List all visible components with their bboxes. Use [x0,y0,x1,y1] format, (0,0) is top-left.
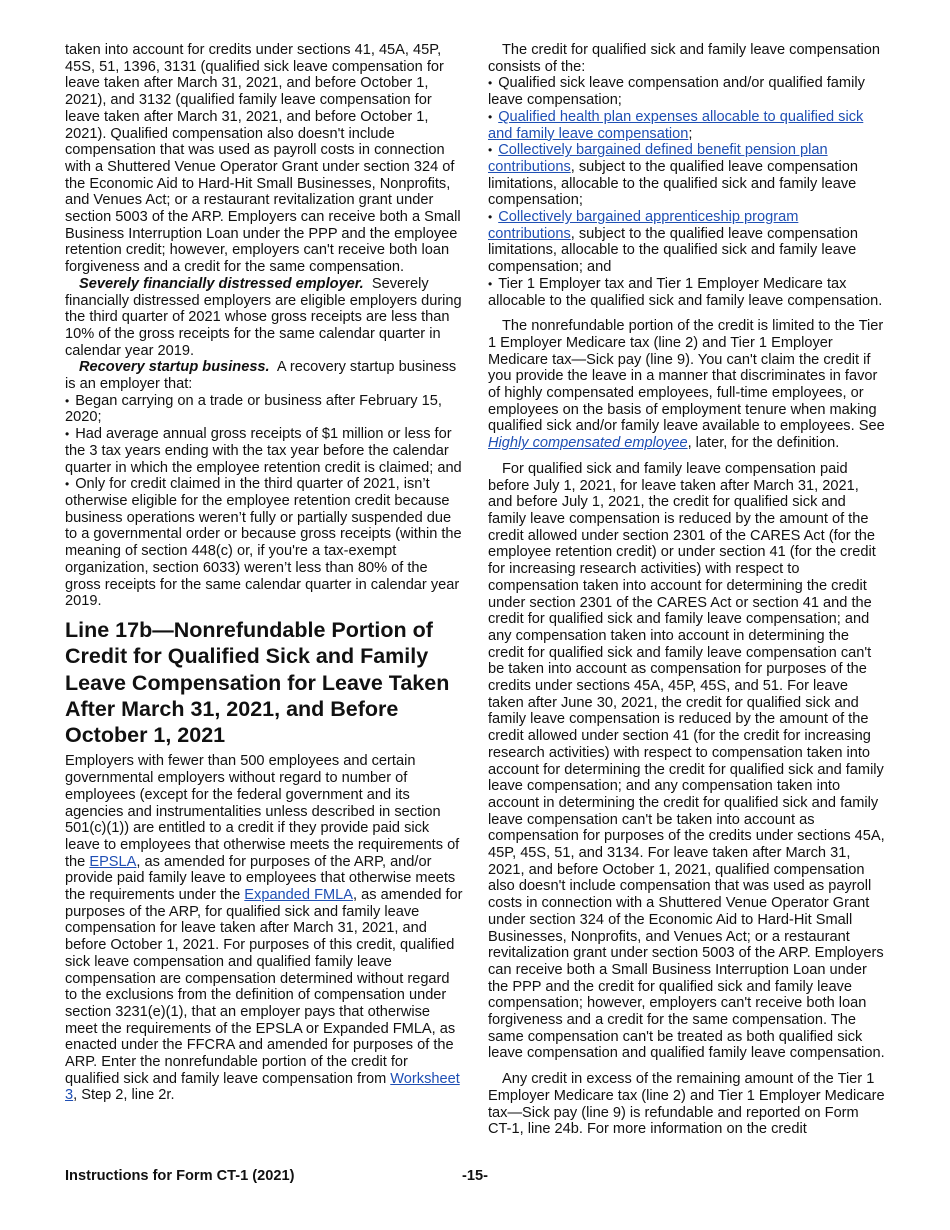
list-item [488,142,886,209]
text-segment: The nonrefundable portion of the credit is limited to the Tier 1 Employer Medicare tax (line 2) and Tier 1 Employer Medicare tax—Sick pay (line 9). You can't claim the credit if you provide the leave in a manner that discriminates in favor of highly compensated employees, full-time employees, or employees on the basis of employment tenure when making qualified sick and/or family leave available to employees. See [488,318,885,435]
paragraph-refundable-excess: Any credit in excess of the remaining amount of the Tier 1 Employer Medicare tax (line 2) and Tier 1 Employer Medicare tax—Sick pay (line 9) is refundable and reported on Form CT-1, line 24b. For more information on the credit [488,1071,885,1138]
list-item [488,109,886,142]
paragraph-recovery-startup [65,359,463,392]
paragraph-qualified-compensation-continued: taken into account for credits under sections 41, 45A, 45P, 45S, 51, 1396, 3131 (qualified sick leave compensation for leave taken after March 31, 2021, and before October 1, 2021), and 3132 (qualified family leave compensation for leave taken after March 31, 2021, and before October 1, 2021). Qualified compensation also doesn't include compensation that was used as payroll costs in connection with a Shuttered Venue Operator Grant under section 324 of the Economic Aid to Hard-Hit Small Businesses, Nonprofits, and Venues Act; or a restaurant revitalization grant under section 5003 of the ARP. Employers can receive both a Small Business Interruption Loan under the PPP and the employee retention credit; however, employers can't receive both loan forgiveness and a credit for the same compensation. [65,42,461,276]
list-item: • Began carrying on a trade or business after February 15, 2020; [65,393,463,426]
term-recovery-startup: Recovery startup business. [79,359,270,376]
text-segment: , as amended for purposes of the ARP, and/or provide paid family leave to employees that otherwise meets the requirements under the [65,853,456,904]
list-item: • Had average annual gross receipts of $1 million or less for the 3 tax years ending with the tax year before the calendar quarter in which the employee retention credit is claimed; and [65,426,463,476]
right-column [488,42,886,1138]
text-recovery-startup: A recovery startup business is an employer that: [65,359,457,393]
paragraph-credit-consists: The credit for qualified sick and family leave compensation consists of the: [488,42,881,75]
list-item: • Only for credit claimed in the third quarter of 2021, isn’t otherwise eligible for the employee retention credit because business operations weren’t fully or partially suspended due to a governmental order or because gross receipts (within the meaning of section 448(c) or, if you're a tax-exempt organization, section 6033) weren’t less than 80% of the gross receipts for the same calendar quarter in calendar year 2019. [65,476,463,610]
link-apprenticeship-contributions[interactable]: Collectively bargained apprenticeship program contributions [488,209,799,242]
text-segment: , Step 2, line 2r. [73,1087,175,1104]
link-qualified-health-plan-expenses[interactable]: Qualified health plan expenses allocable to qualified sick and family leave compensation [488,108,864,142]
text-segment: , subject to the qualified leave compensation limitations, allocable to the qualified sick and family leave compensation; [488,158,858,209]
section-heading-line-17b: Line 17b—Nonrefundable Portion of Credit for Qualified Sick and Family Leave Compensation for Leave Taken After March 31, 2021, and Before October 1, 2021 [65,617,450,748]
link-pension-plan-contributions[interactable]: Collectively bargained defined benefit pension plan contributions [488,142,828,175]
text-segment: , as amended for purposes of the ARP, for qualified sick and family leave compensation for leave taken after March 31, 2021, and before October 1, 2021. For purposes of this credit, qualified sick leave compensation and qualified family leave compensation are compensation determined without regard to the exclusions from the definition of compensation under section 3231(e)(1), that an employer pays that otherwise meet the requirements of the EPSLA or Expanded FMLA, as enacted under the FFCRA and amended for purposes of the ARP. Enter the nonrefundable portion of the credit for qualified sick and family leave compensation from [65,887,463,1087]
list-item [488,209,886,276]
paragraph-credit-reduction: For qualified sick and family leave compensation paid before July 1, 2021, for leave taken after March 31, 2021, and before July 1, 2021, the credit for qualified sick and family leave compensation is reduced by the amount of the credit allowed under section 2301 of the CARES Act (for the employee retention credit) or under section 41 (for the credit for increasing research activities) with respect to compensation taken into account for determining the credit under section 2301 of the CARES Act or section 41 and the credit for qualified sick and family leave compensation; and any compensation taken into account in determining the credit for qualified sick and family leave compensation can't be taken into account as compensation for purposes of the credits under sections 45A, 45P, 45S, and 51. For leave taken after June 30, 2021, the credit for qualified sick and family leave compensation is reduced by the amount of the credit allowed under section 41 (for the credit for increasing research activities) with respect to compensation taken into account for determining the credit for qualified sick and family leave compensation; and any compensation taken into account in determining the credit for qualified sick and family leave compensation can't be taken into account as compensation for purposes of the credits under sections 45A, 45P, 45S, 51, and 3134. For leave taken after March 31, 2021, and before October 1, 2021, qualified compensation also doesn't include compensation that was used as payroll costs in connection with a Shuttered Venue Operator Grant under section 324 of the Economic Aid to Hard-Hit Small Businesses, Nonprofits, and Venues Act; or a restaurant revitalization grant under section 5003 of the ARP. Employers can receive both a Small Business Interruption Loan under the PPP and the credit for qualified sick and family leave compensation; however, employers can't receive both loan forgiveness and a credit for the same compensation. The same compensation can't be treated as both qualified sick leave compensation and qualified family leave compensation. [488,460,885,1062]
footer-page-number: -15- [462,1168,488,1184]
text-severely-distressed: Severely financially distressed employers are eligible employers during the third quarter of 2021 whose gross receipts are less than 10% of the gross receipts for the same calendar quarter in calendar year 2019. [65,275,462,359]
list-item: • Qualified sick leave compensation and/or qualified family leave compensation; [488,75,886,108]
left-column [65,42,463,1104]
paragraph-line-17b [65,753,463,1104]
footer-form-title: Instructions for Form CT-1 (2021) [65,1168,295,1184]
term-severely-distressed: Severely financially distressed employer. [79,275,364,292]
text-segment: ; [688,125,693,142]
paragraph-nonrefundable-portion [488,318,886,452]
link-highly-compensated-employee[interactable]: Highly compensated employee [488,435,688,452]
text-segment: , subject to the qualified leave compensation limitations, allocable to the qualified sick and family leave compensation; and [488,225,858,276]
link-epsla[interactable]: EPSLA [89,853,137,870]
link-worksheet-3[interactable]: Worksheet 3 [65,1070,460,1104]
page-footer [65,1168,886,1186]
text-segment: Employers with fewer than 500 employees and certain governmental employers without regard to number of employees (except for the federal government and its agencies and instrumentalities unless described in section 501(c)(1)) are entitled to a credit if they provide paid sick leave to employees that otherwise meets the requirements of the [65,753,460,870]
text-segment: , later, for the definition. [687,435,840,452]
list-item: • Tier 1 Employer tax and Tier 1 Employer Medicare tax allocable to the qualified sick and family leave compensation. [488,276,886,309]
link-expanded-fmla[interactable]: Expanded FMLA [244,887,354,904]
paragraph-severely-distressed [65,276,463,360]
